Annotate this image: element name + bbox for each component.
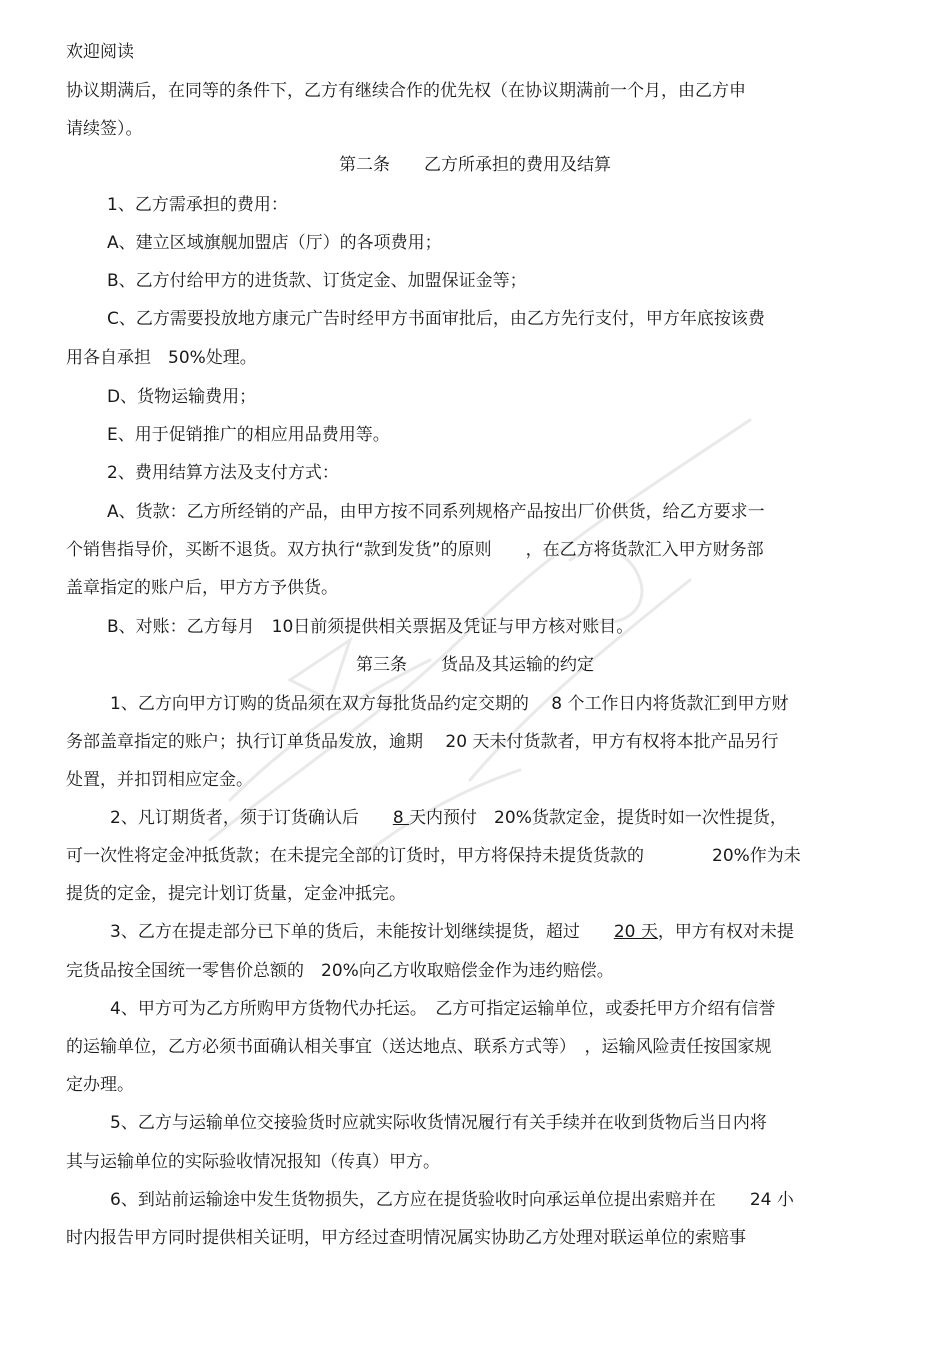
paragraph-line: A、货款：乙方所经销的产品，由甲方按不同系列规格产品按出厂价供货，给乙方要求一: [107, 502, 765, 522]
paragraph-line: 用各自承担 50%处理。: [66, 348, 257, 368]
paragraph-line: 提货的定金，提完计划订货量，定金冲抵完。: [66, 884, 406, 904]
paragraph-line: 6、到站前运输途中发生货物损失，乙方应在提货验收时向承运单位提出索赔并在 24 小: [110, 1190, 794, 1210]
paragraph-line: 处置，并扣罚相应定金。: [66, 770, 253, 790]
paragraph-line: [110, 799, 787, 837]
text-span: ，甲方有权对未提: [657, 922, 794, 942]
paragraph-line: 务部盖章指定的账户；执行订单货品发放，逾期 20 天未付货款者，甲方有权将本批产品另行: [66, 732, 779, 752]
paragraph-line: A、建立区域旗舰加盟店（厅）的各项费用；: [107, 233, 442, 253]
paragraph-line: 盖章指定的账户后，甲方方予供货。: [66, 578, 338, 598]
paragraph-line: 4、甲方可为乙方所购甲方货物代办托运。 乙方可指定运输单位，或委托甲方介绍有信誉: [110, 999, 776, 1019]
header-label: 欢迎阅读: [66, 42, 134, 62]
paragraph-line: 定办理。: [66, 1075, 134, 1095]
paragraph-line: B、乙方付给甲方的进货款、订货定金、加盟保证金等；: [107, 271, 527, 291]
paragraph-line: 2、费用结算方法及支付方式：: [107, 463, 339, 483]
paragraph-line: 1、乙方向甲方订购的货品须在双方每批货品约定交期的 8 个工作日内将货款汇到甲方财: [110, 694, 789, 714]
paragraph-line: 1、乙方需承担的费用：: [107, 195, 288, 215]
paragraph-line: B、对账：乙方每月 10日前须提供相关票据及凭证与甲方核对账目。: [107, 617, 634, 637]
paragraph-line: 可一次性将定金冲抵货款；在未提完全部的订货时，甲方将保持未提货货款的 20%作为未: [66, 846, 801, 866]
paragraph-line: 协议期满后，在同等的条件下，乙方有继续合作的优先权（在协议期满前一个月，由乙方申: [66, 81, 746, 101]
paragraph-line: 其与运输单位的实际验收情况报知（传真）甲方。: [66, 1152, 440, 1172]
paragraph-line: 5、乙方与运输单位交接验货时应就实际收货情况履行有关手续并在收到货物后当日内将: [110, 1113, 767, 1133]
article-3-title: 第三条 货品及其运输的约定: [356, 655, 594, 675]
underlined-value: 8: [392, 808, 410, 828]
paragraph-line: D、货物运输费用；: [107, 387, 257, 407]
text-span: 2、凡订期货者，须于订货确认后: [110, 808, 393, 828]
paragraph-line: 完货品按全国统一零售价总额的 20%向乙方收取赔偿金作为违约赔偿。: [66, 961, 614, 981]
paragraph-line: 时内报告甲方同时提供相关证明，甲方经过查明情况属实协助乙方处理对联运单位的索赔事: [66, 1228, 746, 1248]
paragraph-line: 请续签）。: [66, 119, 143, 139]
text-span: 3、乙方在提走部分已下单的货后，未能按计划继续提货，超过: [110, 922, 614, 942]
underlined-value: 20 天: [613, 922, 658, 942]
article-2-title: 第二条 乙方所承担的费用及结算: [339, 155, 611, 175]
paragraph-line: 个销售指导价，买断不退货。双方执行“款到发货”的原则 ，在乙方将货款汇入甲方财务部: [66, 540, 764, 560]
paragraph-line: C、乙方需要投放地方康元广告时经甲方书面审批后，由乙方先行支付，甲方年底按该费: [107, 309, 765, 329]
paragraph-line: 的运输单位，乙方必须书面确认相关事宜（送达地点、联系方式等） ，运输风险责任按国家规: [66, 1037, 772, 1057]
paragraph-line: E、用于促销推广的相应用品费用等。: [107, 425, 390, 445]
paragraph-line: [110, 913, 794, 951]
text-span: 天内预付 20%货款定金，提货时如一次性提货，: [409, 808, 787, 828]
